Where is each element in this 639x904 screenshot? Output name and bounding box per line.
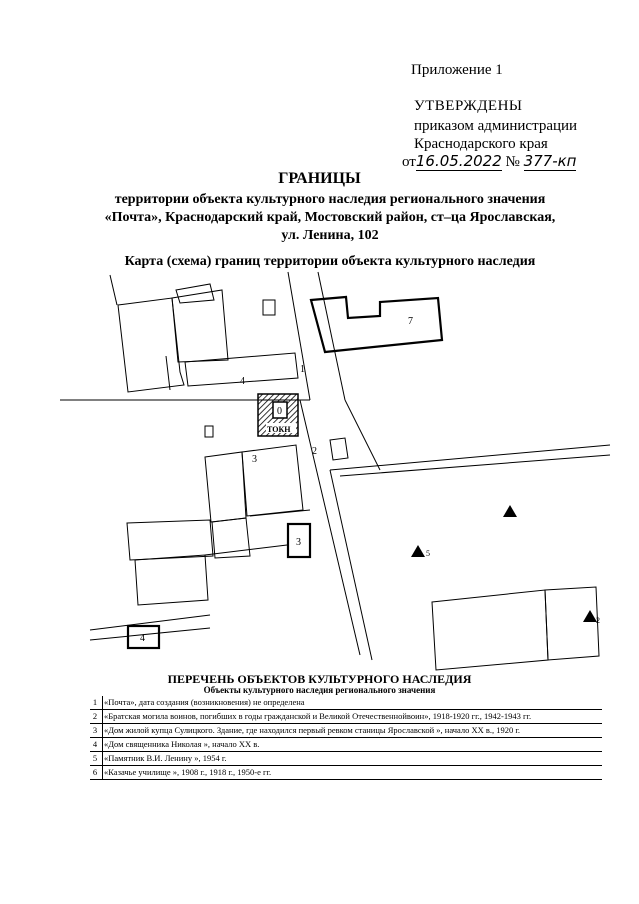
map-label-7: 7: [408, 316, 413, 327]
street-line: [90, 628, 210, 640]
title-line-2: «Почта», Краснодарский край, Мостовский район, ст–ца Ярославская,: [104, 210, 556, 225]
object-7-outline: [311, 297, 442, 352]
row-number: 3: [92, 725, 98, 735]
map-label-3a: 3: [252, 454, 257, 465]
parcel-edge: [166, 356, 170, 390]
map-caption: Карта (схема) границ территории объекта культурного наследия: [124, 254, 536, 269]
row-text: «Братская могила воинов, погибших в годы гражданской и Великой Отечественнойвоин», 1918-1920 гг., 1942-1943 гг.: [104, 711, 532, 721]
parcel-edge: [250, 510, 310, 516]
row-number: 5: [92, 753, 98, 763]
street-line: [330, 470, 372, 660]
monument-triangle: [583, 610, 597, 622]
number-value: 377-кп: [523, 152, 577, 170]
row-number: 4: [92, 739, 98, 749]
row-text: «Дом священника Николая », начало XX в.: [104, 739, 260, 749]
tokn-label: ТОКН: [267, 425, 291, 434]
page-title: ГРАНИЦЫ: [278, 170, 361, 187]
approved-title: УТВЕРЖДЕНЫ: [414, 98, 523, 114]
parcel-edge: [205, 545, 287, 555]
approved-line-2: Краснодарского края: [414, 136, 548, 152]
parcel: [135, 555, 208, 605]
table-row: [90, 752, 602, 766]
table-row: [90, 724, 602, 738]
street-line: [90, 615, 210, 630]
parcel: [432, 590, 548, 670]
street-line: [345, 400, 380, 470]
title-line-3: ул. Ленина, 102: [281, 228, 379, 243]
objects-list-subtitle: Объекты культурного наследия регионального значения: [203, 685, 436, 695]
row-number: 1: [92, 697, 98, 707]
map-label-4b: 4: [140, 633, 145, 644]
number-prefix: №: [505, 154, 520, 170]
parcel: [176, 284, 214, 303]
row-number: 2: [92, 711, 98, 721]
table-row: [90, 696, 602, 710]
object-marker-label: 0: [277, 406, 282, 417]
monument-triangle: [503, 505, 517, 517]
title-line-1: территории объекта культурного наследия регионального значения: [114, 192, 546, 207]
small-building: [263, 300, 275, 315]
row-number: 6: [92, 767, 98, 777]
street-line: [318, 272, 345, 400]
map-label-1: 1: [300, 364, 305, 375]
monument-triangle: [411, 545, 425, 557]
row-text: «Дом жилой купца Сулицкого. Здание, где находился первый ревком станицы Ярославской », начало XX в., 1920 г.: [104, 725, 521, 735]
map-label-5: 5: [426, 549, 430, 558]
table-row: [90, 766, 602, 780]
small-building: [330, 438, 348, 460]
approved-line-1: приказом администрации: [414, 118, 578, 134]
parcel: [545, 587, 599, 660]
date-prefix: от: [402, 154, 416, 170]
table-row: [90, 738, 602, 752]
parcel: [205, 452, 246, 522]
appendix-label: Приложение 1: [411, 62, 503, 78]
map-label-3b: 3: [296, 537, 301, 548]
street-line: [110, 275, 117, 305]
objects-table: [90, 696, 602, 780]
row-text: «Казачье училище », 1908 г., 1918 г., 1950-е гг.: [104, 767, 272, 777]
parcel: [127, 520, 213, 560]
row-text: «Памятник В.И. Ленину », 1954 г.: [104, 753, 227, 763]
street-line: [288, 272, 310, 400]
parcel: [118, 298, 184, 392]
map-label-2b: 2: [596, 616, 600, 625]
table-row: [90, 710, 602, 724]
row-text: «Почта», дата создания (возникновения) не определена: [104, 697, 305, 707]
map-label-4a: 4: [240, 376, 245, 387]
small-building: [205, 426, 213, 437]
map-label-2: 2: [312, 446, 317, 457]
objects-list-title: ПЕРЕЧЕНЬ ОБЪЕКТОВ КУЛЬТУРНОГО НАСЛЕДИЯ: [167, 672, 472, 686]
date-value: 16.05.2022: [415, 152, 502, 170]
